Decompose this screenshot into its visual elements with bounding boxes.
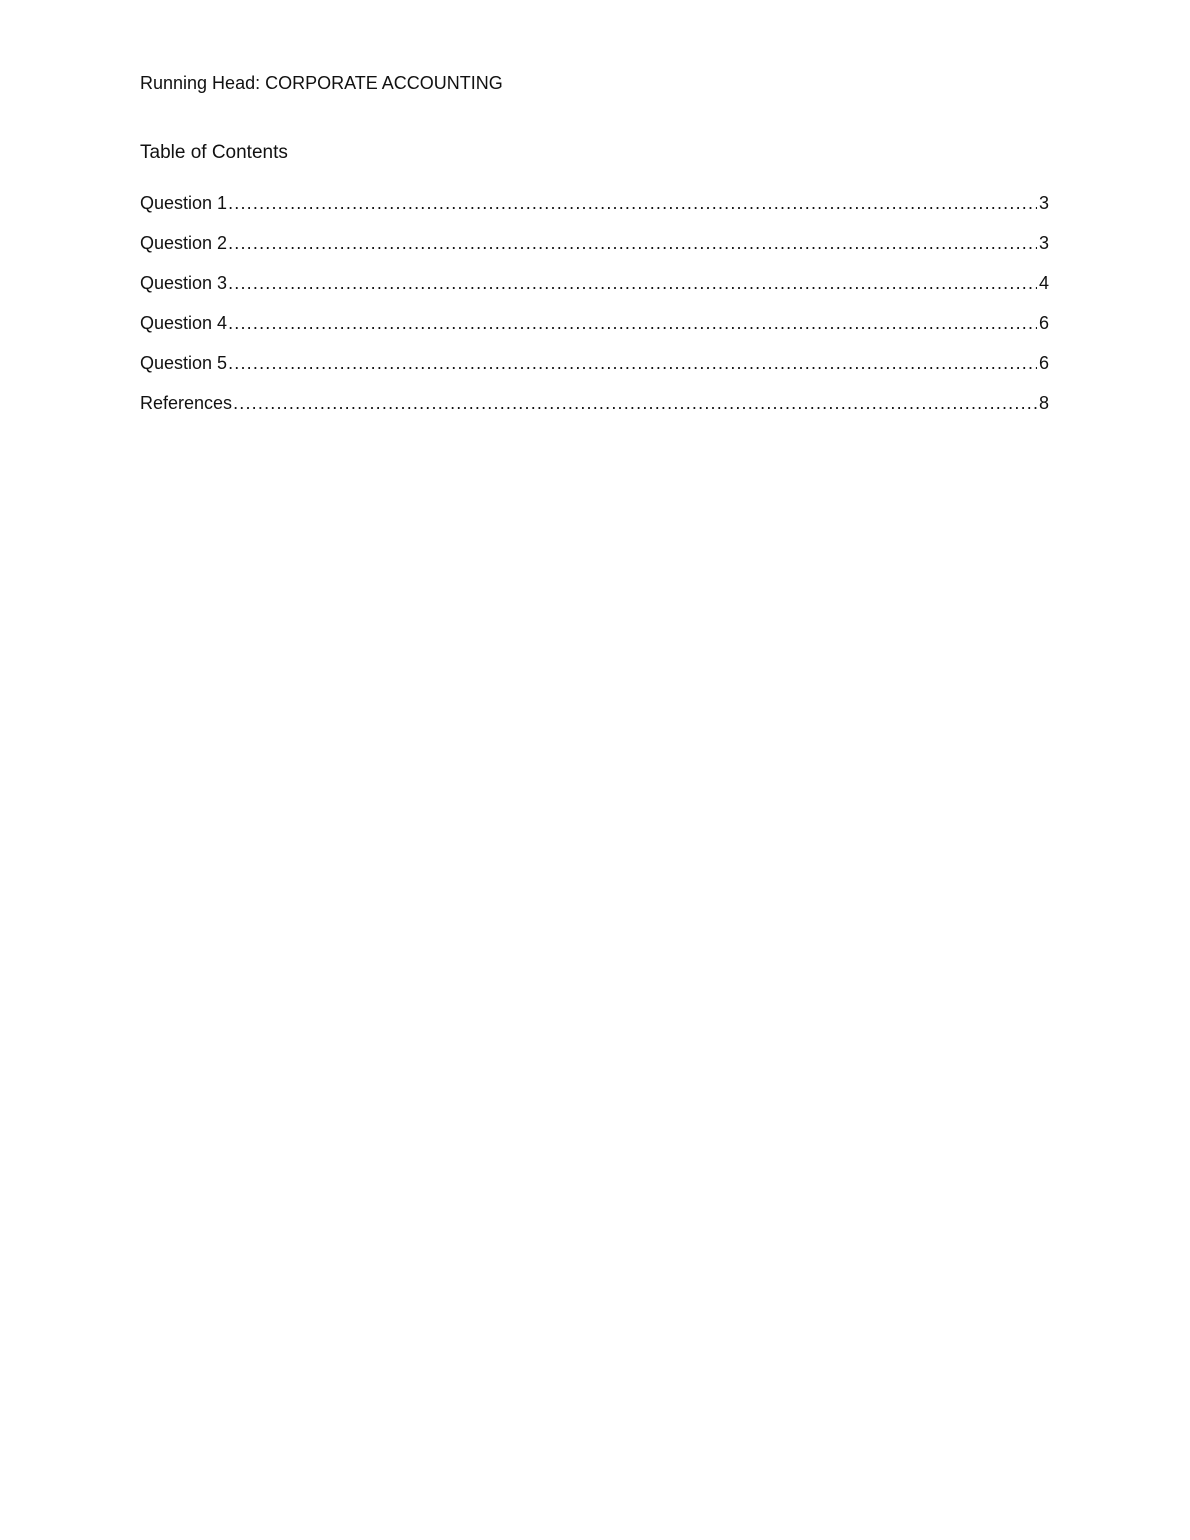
toc-entry-label: Question 3 xyxy=(140,273,228,293)
toc-dot-leader xyxy=(233,391,1037,415)
toc-entry-question-2[interactable] xyxy=(140,231,1049,271)
toc-dot-leader xyxy=(228,351,1037,375)
toc-entry-label: Question 2 xyxy=(140,233,228,253)
toc-page-number: 3 xyxy=(1038,193,1049,213)
toc-page-number: 6 xyxy=(1038,313,1049,333)
toc-entry-label: Question 4 xyxy=(140,313,228,333)
toc-entry-label: Question 1 xyxy=(140,193,228,213)
toc-dot-leader xyxy=(228,231,1037,255)
toc-entry-question-1[interactable] xyxy=(140,191,1049,231)
toc-entry-question-5[interactable] xyxy=(140,351,1049,391)
toc-list xyxy=(140,191,1049,431)
toc-entry-references[interactable] xyxy=(140,391,1049,431)
toc-entry-label: Question 5 xyxy=(140,353,228,373)
toc-dot-leader xyxy=(228,311,1037,335)
toc-page-number: 8 xyxy=(1038,393,1049,413)
toc-dot-leader xyxy=(228,271,1037,295)
toc-title: Table of Contents xyxy=(140,142,288,163)
toc-entry-question-4[interactable] xyxy=(140,311,1049,351)
toc-page-number: 4 xyxy=(1038,273,1049,293)
toc-entry-question-3[interactable] xyxy=(140,271,1049,311)
toc-dot-leader xyxy=(228,191,1037,215)
running-head: Running Head: CORPORATE ACCOUNTING xyxy=(140,73,503,93)
toc-page-number: 6 xyxy=(1038,353,1049,373)
toc-page-number: 3 xyxy=(1038,233,1049,253)
toc-entry-label: References xyxy=(140,393,233,413)
